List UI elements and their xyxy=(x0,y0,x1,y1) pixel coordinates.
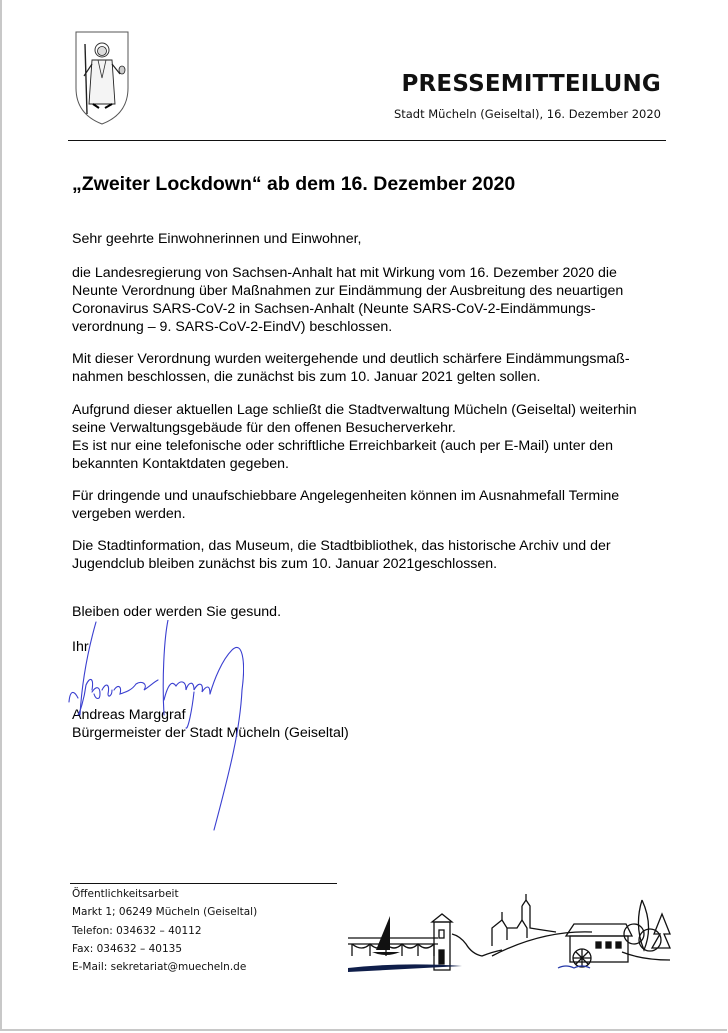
signer-title: Bürgermeister der Stadt Mücheln (Geiseltal) xyxy=(72,725,349,741)
paragraph-3 xyxy=(72,401,692,473)
text-line: bekannten Kontaktdaten gegeben. xyxy=(72,456,289,472)
signature-icon xyxy=(64,620,244,840)
text-line: verordnung – 9. SARS-CoV-2-EindV) beschlossen. xyxy=(72,319,393,335)
text-line: Jugendclub bleiben zunächst bis zum 10. Januar 2021geschlossen. xyxy=(72,556,498,572)
paragraph-1 xyxy=(72,264,692,336)
text-line: Für dringende und unaufschiebbare Angelegenheiten können im Ausnahmefall Termine xyxy=(72,488,620,504)
coat-of-arms-icon xyxy=(74,30,130,126)
text-line: vergeben werden. xyxy=(72,506,186,522)
headline: „Zweiter Lockdown“ ab dem 16. Dezember 2020 xyxy=(72,173,516,195)
paragraph-5 xyxy=(72,537,692,573)
footer-divider xyxy=(70,883,337,884)
text-line: Mit dieser Verordnung wurden weitergehende und deutlich schärfere Eindämmungsmaß- xyxy=(72,351,630,367)
footer-phone: Telefon: 034632 – 40112 xyxy=(72,924,202,937)
footer-address: Markt 1; 06249 Mücheln (Geiseltal) xyxy=(72,906,258,919)
text-line: nahmen beschlossen, die zunächst bis zum 10. Januar 2021 gelten sollen. xyxy=(72,369,541,385)
footer-email[interactable]: E-Mail: sekretariat@muecheln.de xyxy=(72,961,247,974)
page-title: PRESSEMITTEILUNG xyxy=(401,71,661,97)
text-line: Die Stadtinformation, das Museum, die Stadtbibliothek, das historische Archiv und der xyxy=(72,538,611,554)
text-line: die Landesregierung von Sachsen-Anhalt hat mit Wirkung vom 16. Dezember 2020 die xyxy=(72,265,617,281)
paragraph-2 xyxy=(72,350,692,386)
footer-fax: Fax: 034632 – 40135 xyxy=(72,942,183,955)
salutation-text: Sehr geehrte Einwohnerinnen und Einwohner, xyxy=(72,231,362,247)
closing xyxy=(72,603,692,621)
signer-name: Andreas Marggraf xyxy=(72,707,186,723)
footer-department: Öffentlichkeitsarbeit xyxy=(72,888,179,900)
yours-text: Ihr xyxy=(72,639,89,655)
text-line: Neunte Verordnung über Maßnahmen zur Eindämmung der Ausbreitung des neuartigen xyxy=(72,283,624,299)
text-line: Coronavirus SARS-CoV-2 in Sachsen-Anhalt (Neunte SARS-CoV-2-Eindämmungs- xyxy=(72,301,596,317)
town-skyline-icon xyxy=(342,890,672,980)
closing-text: Bleiben oder werden Sie gesund. xyxy=(72,604,282,620)
header-divider xyxy=(68,140,666,141)
text-line: Aufgrund dieser aktuellen Lage schließt die Stadtverwaltung Mücheln (Geiseltal) weiterhin xyxy=(72,402,637,418)
text-line: Es ist nur eine telefonische oder schriftliche Erreichbarkeit (auch per E-Mail) unter den xyxy=(72,438,613,454)
header-subtitle: Stadt Mücheln (Geiseltal), 16. Dezember 2020 xyxy=(393,107,661,121)
text-line: seine Verwaltungsgebäude für den offenen Besucherverkehr. xyxy=(72,420,456,436)
footer-contact xyxy=(72,885,257,976)
salutation xyxy=(72,230,692,248)
paragraph-4 xyxy=(72,487,692,523)
